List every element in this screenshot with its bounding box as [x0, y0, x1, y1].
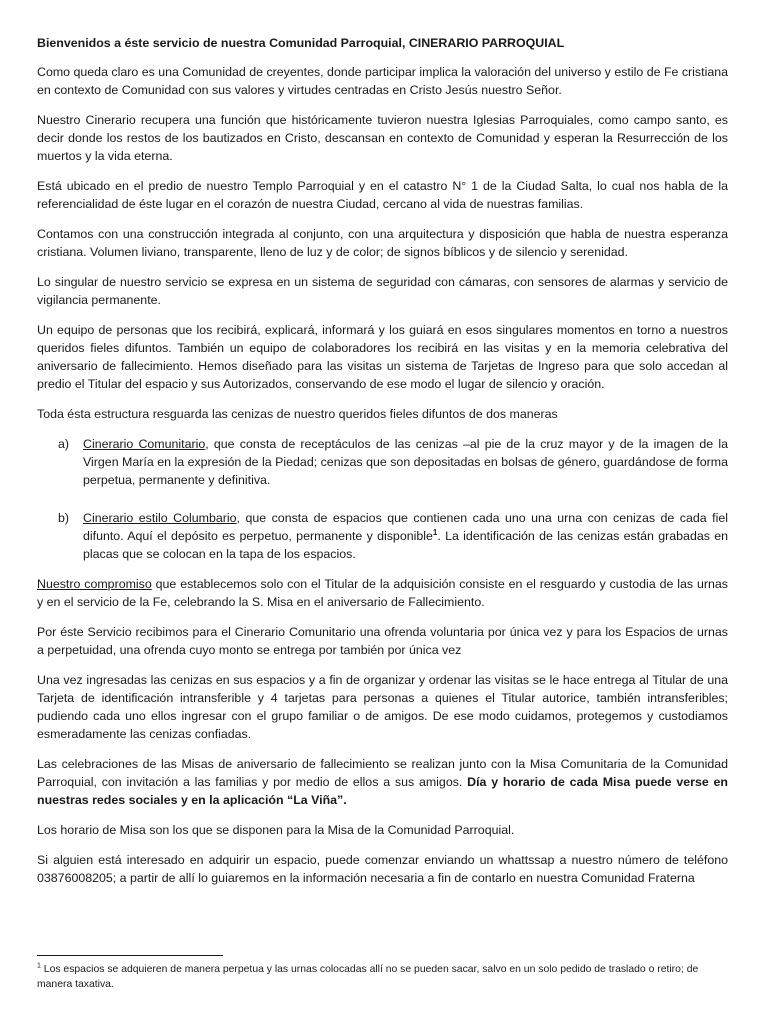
footnote: [37, 962, 732, 992]
paragraph-offering: Por éste Servicio recibimos para el Cinerario Comunitario una ofrenda voluntaria por única vez y para los Espacios de urnas a perpetuidad, una ofrenda cuyo monto se entrega por también por única vez: [37, 625, 728, 657]
list-item: [37, 435, 728, 489]
paragraph-access-cards: Una vez ingresadas las cenizas en sus espacios y a fin de organizar y ordenar las visitas se le hace entrega al Titular de una Tarjeta de identificación intransferible y 4 tarjetas para personas a quienes el Titular autorice, también intransferibles; pudiendo cada uno ellos ingresar con el grupo familiar o de amigos. De ese modo cuidamos, protegemos y custodiamos esmeradamente las cenizas confiadas.: [37, 673, 728, 741]
paragraph-intro: Como queda claro es una Comunidad de creyentes, donde participar implica la valoración del universo y estilo de Fe cristiana en contexto de Comunidad con sus valores y virtudes centradas en Cristo Jesús nuestro Señor.: [37, 65, 728, 97]
paragraph-security: Lo singular de nuestro servicio se expresa en un sistema de seguridad con cámaras, con sensores de alarmas y servicio de vigilancia permanente.: [37, 275, 728, 307]
modalities-list: [37, 435, 728, 563]
document-body: [37, 34, 728, 899]
paragraph-location: Está ubicado en el predio de nuestro Templo Parroquial y en el catastro N° 1 de la Ciudad Salta, lo cual nos habla de la referencialidad de éste lugar en el corazón de nuestra Ciudad, cercano al vida de nuestras familias.: [37, 179, 728, 211]
celebrations-text: Las celebraciones de las Misas de aniversario de fallecimiento se realizan junto con la Misa Comunitaria de la Comunidad Parroquial, con invitación a las familias y por medio de ellos a sus amigos.: [37, 757, 728, 789]
list-item-text: [83, 435, 728, 489]
list-item-term: Cinerario Comunitario: [83, 437, 206, 451]
list-item-description: , que consta de receptáculos de las cenizas –al pie de la cruz mayor y de la imagen de la Virgen María en la expresión de la Piedad; cenizas que son depositadas en bolsas de género, guardándose de forma perpetua, permanente y definitiva.: [83, 437, 729, 487]
document-title: Bienvenidos a éste servicio de nuestra Comunidad Parroquial, CINERARIO PARROQUIAL: [37, 36, 565, 50]
footnote-number: 1: [37, 962, 41, 970]
paragraph-construction: Contamos con una construcción integrada al conjunto, con una arquitectura y disposición que habla de nuestra esperanza cristiana. Volumen liviano, transparente, lleno de luz y de color; de signos bíblicos y de silencio y serenidad.: [37, 227, 728, 259]
paragraph-commitment: [37, 575, 728, 611]
paragraph-contact: Si alguien está interesado en adquirir un espacio, puede comenzar enviando un whattssap a nuestro número de teléfono 03876008205; a partir de allí lo guiaremos en la información necesaria a fin de contarlo en nuestra Comunidad Fraterna: [37, 853, 728, 885]
paragraph-structure: Toda ésta estructura resguarda las cenizas de nuestro queridos fieles difuntos de dos maneras: [37, 407, 558, 421]
list-item: [37, 509, 728, 563]
list-item-term: Cinerario estilo Columbario: [83, 511, 237, 525]
list-marker: b): [58, 511, 70, 525]
list-item-text: [83, 509, 728, 563]
paragraph-team: Un equipo de personas que los recibirá, explicará, informará y los guiará en esos singulares momentos en torno a nuestros queridos fieles difuntos. También un equipo de colaboradores los recibirá en las visitas y en la memoria celebrativa del aniversario de fallecimiento. Hemos diseñado para las visitas un sistema de Tarjetas de Ingreso para que solo accedan al predio el Titular del espacio y sus Autorizados, conservando de ese modo el lugar de silencio y oración.: [37, 323, 728, 391]
commitment-term: Nuestro compromiso: [37, 577, 152, 591]
list-item-description-continued: . La identificación de las cenizas están grabadas en placas que se colocan en la tapa de los espacios.: [83, 529, 728, 561]
footnote-separator: [37, 955, 223, 956]
list-item-description: , que consta de espacios que contienen cada uno una urna con cenizas de cada fiel difunto. Aquí el depósito es perpetuo, permanente y disponible: [83, 511, 728, 543]
commitment-text: que establecemos solo con el Titular de la adquisición consiste en el resguardo y custodia de las urnas y en el servicio de la Fe, celebrando la S. Misa en el aniversario de Fallecimiento.: [37, 577, 728, 609]
paragraph-celebrations: [37, 755, 728, 809]
footnote-text: Los espacios se adquieren de manera perpetua y las urnas colocadas allí no se pueden sacar, salvo en un solo pedido de traslado o retiro; de manera taxativa.: [37, 964, 699, 990]
list-marker: a): [58, 437, 70, 451]
celebrations-schedule-note: Día y horario de cada Misa puede verse en nuestras redes sociales y en la aplicación “La Viña”.: [37, 775, 728, 807]
paragraph-mass-schedule: Los horario de Misa son los que se disponen para la Misa de la Comunidad Parroquial.: [37, 823, 515, 837]
paragraph-cinerario-function: Nuestro Cinerario recupera una función que históricamente tuvieron nuestra Iglesias Parroquiales, como campo santo, es decir donde los restos de los bautizados en Cristo, descansan en contexto de Comunidad y esperan la Resurrección de los muertos y la vida eterna.: [37, 113, 728, 163]
footnote-reference: 1: [432, 527, 438, 537]
